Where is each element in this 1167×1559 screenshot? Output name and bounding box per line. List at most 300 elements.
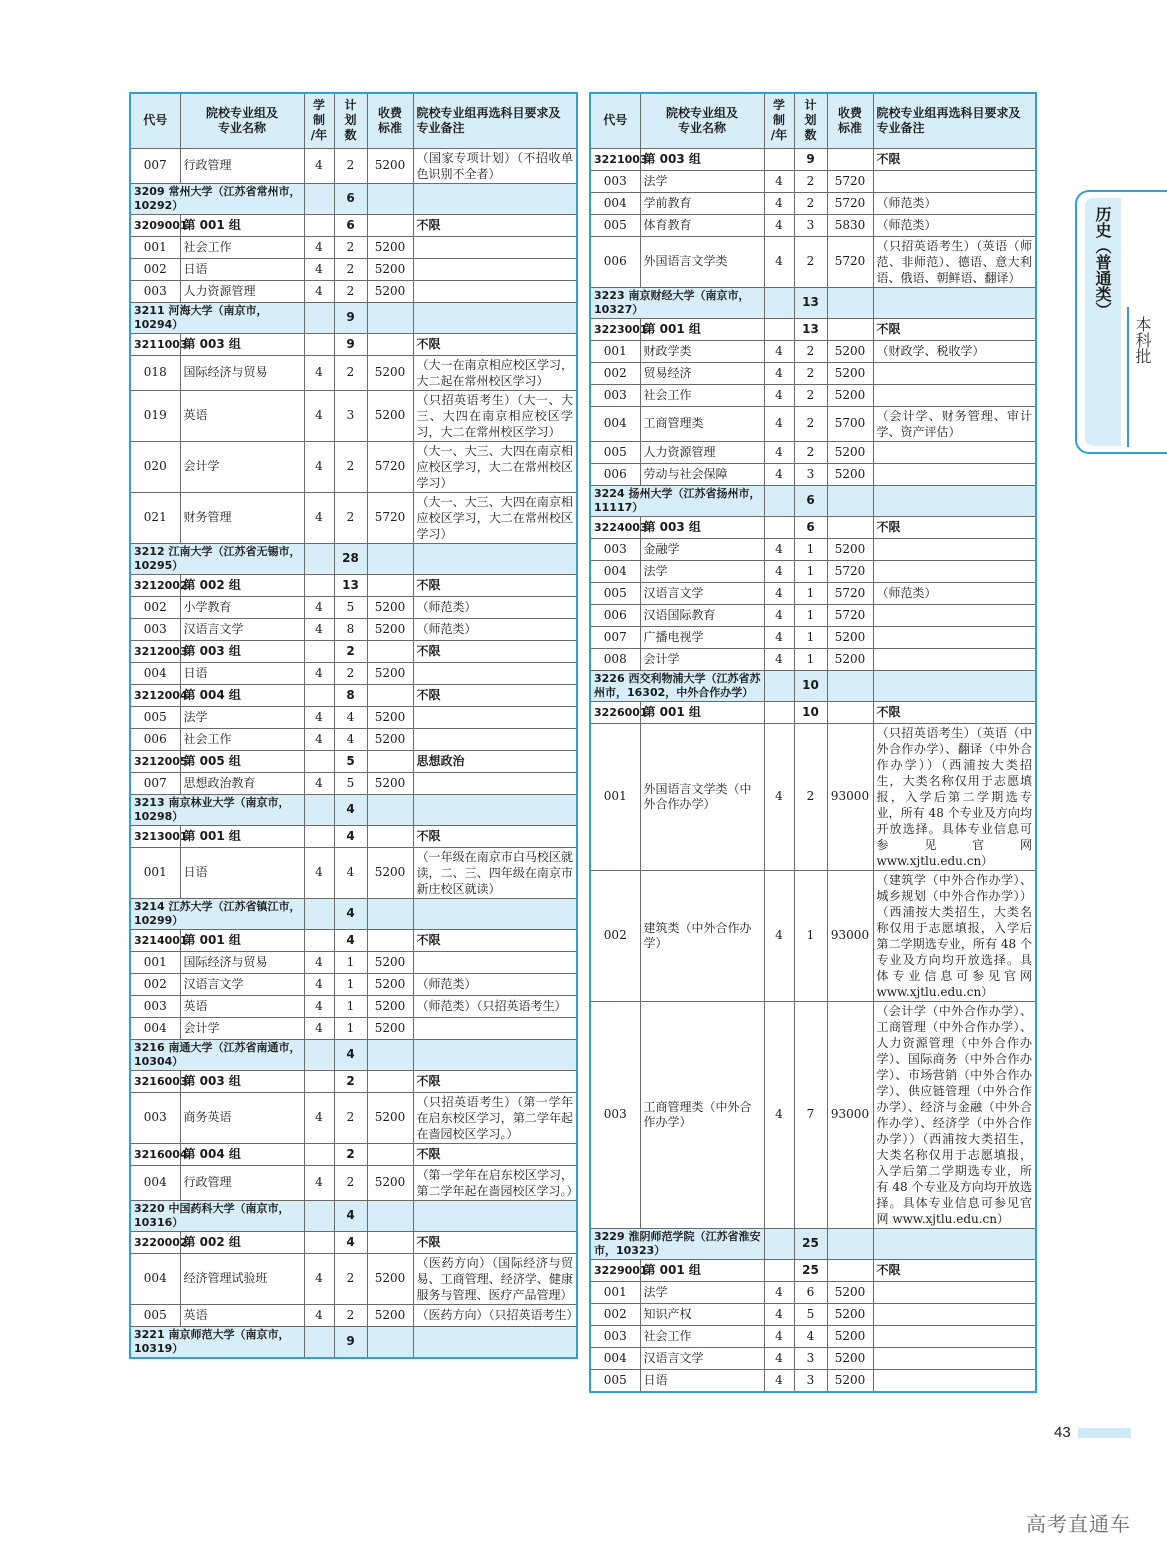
major-row bbox=[130, 355, 577, 390]
tuition-fee: 5200 bbox=[367, 355, 413, 390]
major-code: 007 bbox=[130, 772, 180, 794]
tuition-fee: 5720 bbox=[827, 604, 873, 626]
major-name: 英语 bbox=[180, 1304, 304, 1326]
study-years: 4 bbox=[304, 1304, 334, 1326]
empty-cell bbox=[827, 485, 873, 516]
major-code: 006 bbox=[590, 604, 640, 626]
major-name: 法学 bbox=[640, 1281, 764, 1303]
major-note bbox=[873, 1369, 1036, 1392]
plan-count: 5 bbox=[334, 772, 367, 794]
major-row bbox=[590, 340, 1036, 362]
major-name: 人力资源管理 bbox=[640, 441, 764, 463]
empty-cell bbox=[367, 302, 413, 333]
empty-cell bbox=[413, 1200, 577, 1231]
tuition-fee: 5200 bbox=[367, 258, 413, 280]
major-name: 英语 bbox=[180, 995, 304, 1017]
tuition-fee: 5200 bbox=[827, 626, 873, 648]
major-code: 005 bbox=[590, 582, 640, 604]
major-note bbox=[413, 706, 577, 728]
empty-cell bbox=[873, 485, 1036, 516]
major-row bbox=[590, 441, 1036, 463]
group-row bbox=[130, 214, 577, 236]
group-code: 3214001 bbox=[130, 929, 180, 951]
subject-requirement: 不限 bbox=[413, 214, 577, 236]
empty-cell bbox=[304, 1070, 334, 1092]
major-row bbox=[130, 258, 577, 280]
major-name: 汉语言文学 bbox=[640, 1347, 764, 1369]
major-row bbox=[130, 951, 577, 973]
major-name: 建筑类（中外合作办学） bbox=[640, 870, 764, 1001]
tuition-fee: 5200 bbox=[827, 1281, 873, 1303]
plan-count: 3 bbox=[794, 214, 827, 236]
major-name: 外国语言文学类（中外合作办学） bbox=[640, 723, 764, 870]
major-code: 005 bbox=[130, 1304, 180, 1326]
group-name: 第 003 组 bbox=[180, 1070, 304, 1092]
watermark-text: 高考直通车 bbox=[1026, 1512, 1131, 1536]
study-years: 4 bbox=[764, 463, 794, 485]
subject-requirement: 不限 bbox=[413, 684, 577, 706]
plan-count: 2 bbox=[334, 1165, 367, 1200]
major-row bbox=[130, 441, 577, 492]
major-row bbox=[130, 280, 577, 302]
group-name: 第 001 组 bbox=[180, 929, 304, 951]
empty-cell bbox=[827, 148, 873, 170]
major-row bbox=[130, 1165, 577, 1200]
study-years: 4 bbox=[304, 258, 334, 280]
study-years: 4 bbox=[304, 951, 334, 973]
major-code: 003 bbox=[130, 280, 180, 302]
empty-cell bbox=[827, 1259, 873, 1281]
plan-count: 4 bbox=[334, 847, 367, 898]
plan-count: 4 bbox=[334, 898, 367, 929]
major-row bbox=[130, 1017, 577, 1039]
major-name: 外国语言文学类 bbox=[640, 236, 764, 287]
study-years: 4 bbox=[764, 626, 794, 648]
plan-count: 6 bbox=[794, 1281, 827, 1303]
group-code: 3216003 bbox=[130, 1070, 180, 1092]
major-code: 001 bbox=[130, 236, 180, 258]
major-row bbox=[590, 406, 1036, 441]
tuition-fee: 5200 bbox=[367, 772, 413, 794]
major-note bbox=[413, 662, 577, 684]
major-code: 002 bbox=[590, 362, 640, 384]
major-note: （第一学年在启东校区学习，第二学年起在啬园校区学习。） bbox=[413, 1165, 577, 1200]
tuition-fee: 5200 bbox=[367, 618, 413, 640]
tuition-fee: 5720 bbox=[827, 582, 873, 604]
header-name: 院校专业组及 专业名称 bbox=[640, 93, 764, 148]
tuition-fee: 5700 bbox=[827, 406, 873, 441]
major-name: 会计学 bbox=[180, 441, 304, 492]
major-name: 金融学 bbox=[640, 538, 764, 560]
major-note bbox=[413, 951, 577, 973]
empty-cell bbox=[304, 183, 334, 214]
empty-cell bbox=[764, 148, 794, 170]
plan-count: 1 bbox=[794, 648, 827, 670]
group-code: 3223001 bbox=[590, 318, 640, 340]
plan-count: 9 bbox=[334, 1326, 367, 1358]
empty-cell bbox=[413, 1326, 577, 1358]
major-note bbox=[873, 170, 1036, 192]
major-note bbox=[413, 236, 577, 258]
school-name: 3213 南京林业大学（南京市，10298） bbox=[130, 794, 304, 825]
study-years: 4 bbox=[304, 1017, 334, 1039]
empty-cell bbox=[304, 302, 334, 333]
major-name: 经济管理试验班 bbox=[180, 1253, 304, 1304]
group-name: 第 004 组 bbox=[180, 684, 304, 706]
plan-count: 1 bbox=[334, 995, 367, 1017]
empty-cell bbox=[764, 516, 794, 538]
plan-count: 2 bbox=[334, 1070, 367, 1092]
study-years: 4 bbox=[304, 847, 334, 898]
group-name: 第 003 组 bbox=[640, 148, 764, 170]
plan-count: 10 bbox=[794, 670, 827, 701]
major-code: 003 bbox=[130, 1092, 180, 1143]
group-row bbox=[130, 1231, 577, 1253]
major-note bbox=[873, 1281, 1036, 1303]
study-years: 4 bbox=[304, 662, 334, 684]
major-name: 日语 bbox=[640, 1369, 764, 1392]
group-row bbox=[130, 1143, 577, 1165]
major-name: 财务管理 bbox=[180, 492, 304, 543]
empty-cell bbox=[304, 1039, 334, 1070]
major-note: （只招英语考生）（英语（中外合作办学）、翻译（中外合作办学））（西浦按大类招生，大类名称仅用于志愿填报，入学后第二学期选专业，所有 48 个专业及方向均开放选择。具体专业信息可参见官网 www.xjtlu.edu.cn） bbox=[873, 723, 1036, 870]
empty-cell bbox=[827, 516, 873, 538]
study-years: 4 bbox=[304, 355, 334, 390]
plan-count: 4 bbox=[334, 1039, 367, 1070]
empty-cell bbox=[413, 1039, 577, 1070]
major-name: 体育教育 bbox=[640, 214, 764, 236]
major-name: 汉语言文学 bbox=[180, 618, 304, 640]
plan-count: 3 bbox=[334, 390, 367, 441]
major-code: 004 bbox=[130, 1017, 180, 1039]
tuition-fee: 5200 bbox=[827, 384, 873, 406]
group-row bbox=[130, 574, 577, 596]
major-code: 003 bbox=[130, 995, 180, 1017]
major-name: 汉语国际教育 bbox=[640, 604, 764, 626]
plan-count: 5 bbox=[334, 596, 367, 618]
group-row bbox=[590, 318, 1036, 340]
plan-count: 3 bbox=[794, 1347, 827, 1369]
empty-cell bbox=[304, 1326, 334, 1358]
major-name: 国际经济与贸易 bbox=[180, 951, 304, 973]
group-row bbox=[590, 1259, 1036, 1281]
major-note: （医药方向）（只招英语考生） bbox=[413, 1304, 577, 1326]
tuition-fee: 5200 bbox=[827, 1325, 873, 1347]
empty-cell bbox=[367, 1070, 413, 1092]
study-years: 4 bbox=[764, 1001, 794, 1228]
empty-cell bbox=[367, 574, 413, 596]
school-row bbox=[130, 794, 577, 825]
major-name: 小学教育 bbox=[180, 596, 304, 618]
school-row bbox=[130, 183, 577, 214]
major-name: 商务英语 bbox=[180, 1092, 304, 1143]
major-note: （师范类） bbox=[413, 973, 577, 995]
subject-requirement: 不限 bbox=[873, 148, 1036, 170]
group-code: 3220002 bbox=[130, 1231, 180, 1253]
major-name: 工商管理类 bbox=[640, 406, 764, 441]
plan-count: 13 bbox=[794, 318, 827, 340]
major-note: （师范类） bbox=[413, 618, 577, 640]
enrollment-table-right bbox=[589, 92, 1037, 1393]
school-row bbox=[590, 670, 1036, 701]
empty-cell bbox=[304, 214, 334, 236]
subject-requirement: 不限 bbox=[873, 318, 1036, 340]
study-years: 4 bbox=[304, 995, 334, 1017]
major-code: 006 bbox=[590, 463, 640, 485]
major-row bbox=[130, 618, 577, 640]
plan-count: 1 bbox=[794, 560, 827, 582]
empty-cell bbox=[367, 214, 413, 236]
subject-label: 历史（普通类） bbox=[1093, 206, 1112, 318]
major-code: 019 bbox=[130, 390, 180, 441]
plan-count: 6 bbox=[794, 485, 827, 516]
major-code: 003 bbox=[590, 1001, 640, 1228]
school-name: 3224 扬州大学（江苏省扬州市，11117） bbox=[590, 485, 764, 516]
plan-count: 3 bbox=[794, 1369, 827, 1392]
study-years: 4 bbox=[304, 1092, 334, 1143]
header-plan: 计 划 数 bbox=[794, 93, 827, 148]
major-note: （师范类） bbox=[873, 192, 1036, 214]
major-row bbox=[130, 973, 577, 995]
school-row bbox=[590, 485, 1036, 516]
group-row bbox=[130, 825, 577, 847]
empty-cell bbox=[304, 825, 334, 847]
major-row bbox=[130, 728, 577, 750]
major-code: 004 bbox=[130, 1253, 180, 1304]
major-note bbox=[873, 1303, 1036, 1325]
plan-count: 2 bbox=[334, 258, 367, 280]
major-code: 004 bbox=[130, 662, 180, 684]
major-code: 004 bbox=[590, 406, 640, 441]
major-name: 会计学 bbox=[640, 648, 764, 670]
major-code: 021 bbox=[130, 492, 180, 543]
major-note: （医药方向）（国际经济与贸易、工商管理、经济学、健康服务与管理、医疗产品管理） bbox=[413, 1253, 577, 1304]
tuition-fee: 5720 bbox=[827, 560, 873, 582]
major-row bbox=[590, 1303, 1036, 1325]
study-years: 4 bbox=[764, 236, 794, 287]
major-note bbox=[413, 280, 577, 302]
school-name: 3223 南京财经大学（南京市，10327） bbox=[590, 287, 764, 318]
group-name: 第 001 组 bbox=[180, 825, 304, 847]
study-years: 4 bbox=[764, 604, 794, 626]
plan-count: 9 bbox=[334, 333, 367, 355]
major-row bbox=[130, 390, 577, 441]
major-note: （师范类） bbox=[873, 582, 1036, 604]
major-code: 002 bbox=[130, 596, 180, 618]
major-row bbox=[590, 538, 1036, 560]
study-years: 4 bbox=[764, 538, 794, 560]
plan-count: 1 bbox=[794, 604, 827, 626]
tuition-fee: 5200 bbox=[367, 1092, 413, 1143]
school-name: 3229 淮阴师范学院（江苏省淮安市，10323） bbox=[590, 1228, 764, 1259]
empty-cell bbox=[367, 1326, 413, 1358]
empty-cell bbox=[827, 318, 873, 340]
major-name: 法学 bbox=[180, 706, 304, 728]
major-row bbox=[130, 596, 577, 618]
empty-cell bbox=[764, 1228, 794, 1259]
empty-cell bbox=[304, 794, 334, 825]
major-code: 001 bbox=[130, 847, 180, 898]
study-years: 4 bbox=[764, 582, 794, 604]
major-note bbox=[873, 648, 1036, 670]
header-fee: 收费 标准 bbox=[827, 93, 873, 148]
plan-count: 2 bbox=[794, 362, 827, 384]
group-name: 第 001 组 bbox=[180, 214, 304, 236]
major-code: 020 bbox=[130, 441, 180, 492]
group-name: 第 005 组 bbox=[180, 750, 304, 772]
school-name: 3211 河海大学（南京市，10294） bbox=[130, 302, 304, 333]
plan-count: 8 bbox=[334, 684, 367, 706]
major-row bbox=[130, 772, 577, 794]
plan-count: 1 bbox=[794, 538, 827, 560]
plan-count: 1 bbox=[334, 973, 367, 995]
group-code: 3226001 bbox=[590, 701, 640, 723]
tuition-fee: 5720 bbox=[827, 192, 873, 214]
header-code: 代号 bbox=[590, 93, 640, 148]
plan-count: 1 bbox=[334, 951, 367, 973]
empty-cell bbox=[827, 287, 873, 318]
plan-count: 4 bbox=[794, 1325, 827, 1347]
tuition-fee: 5720 bbox=[367, 441, 413, 492]
study-years: 4 bbox=[764, 170, 794, 192]
header-name: 院校专业组及 专业名称 bbox=[180, 93, 304, 148]
table-body-left bbox=[130, 148, 577, 1358]
major-code: 002 bbox=[590, 1303, 640, 1325]
subject-requirement: 不限 bbox=[413, 1143, 577, 1165]
major-note: （师范类） bbox=[413, 596, 577, 618]
major-code: 005 bbox=[590, 214, 640, 236]
tuition-fee: 5200 bbox=[827, 340, 873, 362]
plan-count: 2 bbox=[334, 1143, 367, 1165]
empty-cell bbox=[304, 543, 334, 574]
group-name: 第 001 组 bbox=[640, 1259, 764, 1281]
major-note bbox=[873, 463, 1036, 485]
major-name: 知识产权 bbox=[640, 1303, 764, 1325]
group-code: 3209001 bbox=[130, 214, 180, 236]
major-code: 001 bbox=[590, 1281, 640, 1303]
study-years: 4 bbox=[764, 340, 794, 362]
major-code: 001 bbox=[130, 951, 180, 973]
plan-count: 2 bbox=[334, 441, 367, 492]
side-tab-divider bbox=[1127, 307, 1129, 447]
plan-count: 2 bbox=[794, 441, 827, 463]
major-row bbox=[590, 463, 1036, 485]
empty-cell bbox=[367, 1200, 413, 1231]
study-years: 4 bbox=[764, 441, 794, 463]
major-code: 002 bbox=[130, 973, 180, 995]
tuition-fee: 93000 bbox=[827, 723, 873, 870]
school-name: 3216 南通大学（江苏省南通市，10304） bbox=[130, 1039, 304, 1070]
major-name: 行政管理 bbox=[180, 1165, 304, 1200]
table-body-right bbox=[590, 148, 1036, 1392]
empty-cell bbox=[764, 701, 794, 723]
major-name: 行政管理 bbox=[180, 148, 304, 183]
school-row bbox=[130, 302, 577, 333]
major-row bbox=[590, 1347, 1036, 1369]
plan-count: 2 bbox=[334, 640, 367, 662]
major-code: 005 bbox=[590, 1369, 640, 1392]
plan-count: 2 bbox=[334, 662, 367, 684]
plan-count: 2 bbox=[794, 192, 827, 214]
group-code: 3211003 bbox=[130, 333, 180, 355]
empty-cell bbox=[367, 929, 413, 951]
empty-cell bbox=[827, 1228, 873, 1259]
empty-cell bbox=[413, 302, 577, 333]
major-note bbox=[873, 441, 1036, 463]
group-code: 3224003 bbox=[590, 516, 640, 538]
study-years: 4 bbox=[304, 280, 334, 302]
subject-side-tab bbox=[1075, 190, 1167, 454]
major-note bbox=[873, 362, 1036, 384]
major-name: 汉语言文学 bbox=[640, 582, 764, 604]
plan-count: 2 bbox=[794, 236, 827, 287]
empty-cell bbox=[304, 640, 334, 662]
study-years: 4 bbox=[764, 1347, 794, 1369]
empty-cell bbox=[827, 670, 873, 701]
empty-cell bbox=[304, 929, 334, 951]
subject-requirement: 不限 bbox=[413, 574, 577, 596]
tuition-fee: 5200 bbox=[367, 706, 413, 728]
major-row bbox=[590, 1001, 1036, 1228]
major-name: 广播电视学 bbox=[640, 626, 764, 648]
empty-cell bbox=[367, 794, 413, 825]
empty-cell bbox=[764, 318, 794, 340]
major-row bbox=[590, 170, 1036, 192]
major-code: 004 bbox=[130, 1165, 180, 1200]
major-name: 财政学类 bbox=[640, 340, 764, 362]
major-row bbox=[590, 236, 1036, 287]
major-note bbox=[873, 384, 1036, 406]
enrollment-table-left bbox=[129, 92, 578, 1359]
school-name: 3220 中国药科大学（南京市，10316） bbox=[130, 1200, 304, 1231]
major-note: （师范类） bbox=[873, 214, 1036, 236]
plan-count: 6 bbox=[794, 516, 827, 538]
study-years: 4 bbox=[764, 648, 794, 670]
plan-count: 2 bbox=[794, 170, 827, 192]
group-code: 3213001 bbox=[130, 825, 180, 847]
subject-requirement: 不限 bbox=[413, 1070, 577, 1092]
study-years: 4 bbox=[304, 236, 334, 258]
major-code: 005 bbox=[130, 706, 180, 728]
study-years: 4 bbox=[764, 1281, 794, 1303]
plan-count: 2 bbox=[334, 148, 367, 183]
subject-requirement: 不限 bbox=[873, 516, 1036, 538]
tuition-fee: 5200 bbox=[367, 1165, 413, 1200]
group-name: 第 001 组 bbox=[640, 701, 764, 723]
major-code: 001 bbox=[590, 723, 640, 870]
group-row bbox=[130, 1070, 577, 1092]
major-row bbox=[590, 384, 1036, 406]
study-years: 4 bbox=[304, 728, 334, 750]
tuition-fee: 5720 bbox=[827, 236, 873, 287]
major-code: 003 bbox=[590, 384, 640, 406]
major-note bbox=[873, 604, 1036, 626]
empty-cell bbox=[367, 1039, 413, 1070]
major-row bbox=[130, 492, 577, 543]
major-code: 006 bbox=[590, 236, 640, 287]
group-code: 3216004 bbox=[130, 1143, 180, 1165]
empty-cell bbox=[304, 1143, 334, 1165]
tuition-fee: 5200 bbox=[827, 648, 873, 670]
group-row bbox=[130, 684, 577, 706]
major-code: 005 bbox=[590, 441, 640, 463]
major-code: 003 bbox=[130, 618, 180, 640]
study-years: 4 bbox=[764, 214, 794, 236]
group-row bbox=[590, 148, 1036, 170]
major-row bbox=[590, 560, 1036, 582]
empty-cell bbox=[367, 684, 413, 706]
major-name: 工商管理类（中外合作办学） bbox=[640, 1001, 764, 1228]
